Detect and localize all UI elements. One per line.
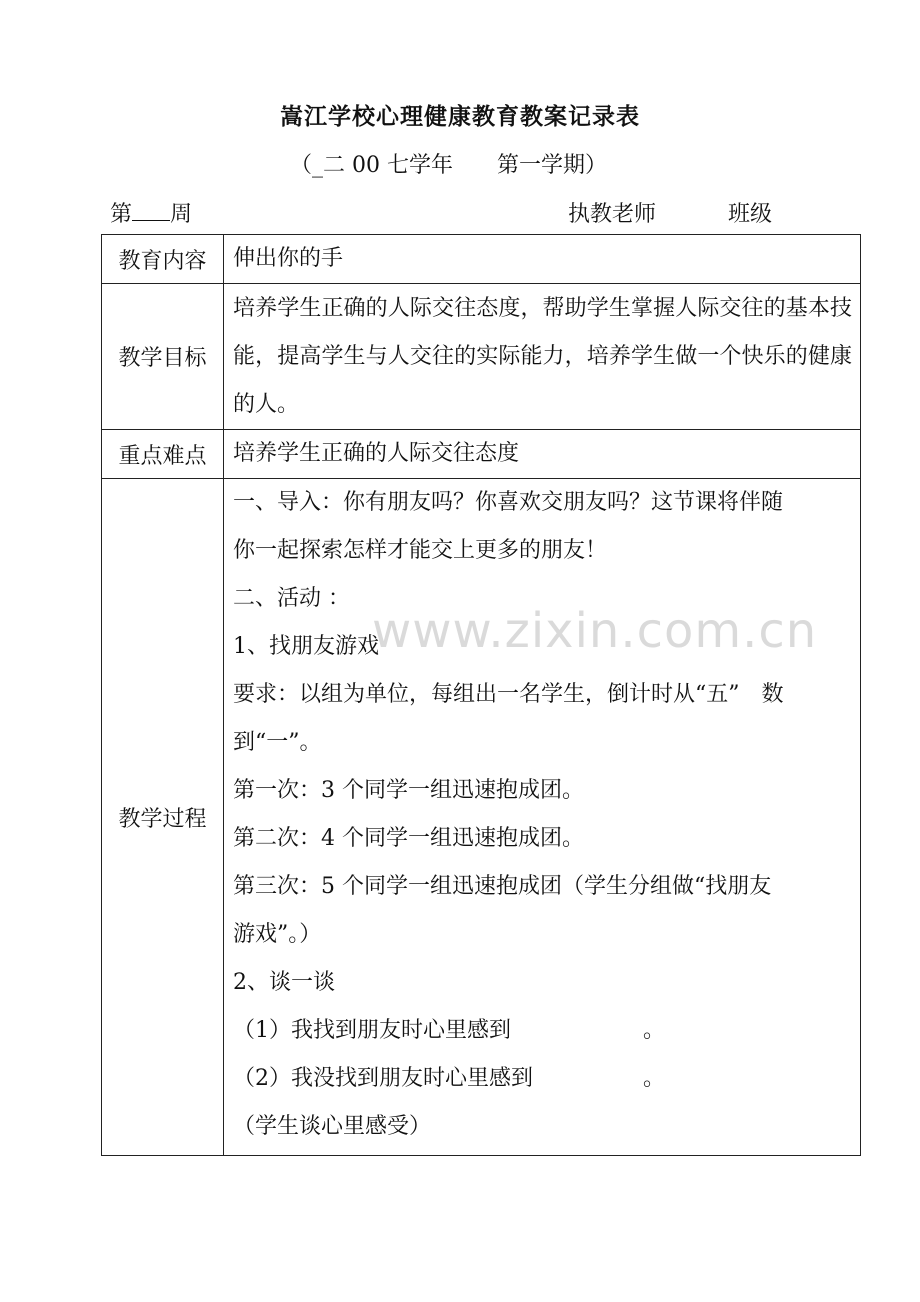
process-line: 第一次：3 个同学一组迅速抱成团。 [233, 778, 584, 803]
process-line: （2）我没找到朋友时心里感到 。 [233, 1066, 665, 1091]
table-row [102, 430, 861, 479]
week-field [110, 197, 192, 228]
school-year-subtitle: （_二 00 七学年 第一学期） [290, 153, 607, 178]
teaching-process [224, 479, 861, 1156]
process-line: 游戏”。） [233, 922, 322, 947]
week-suffix: 周 [170, 202, 193, 227]
process-line: 2、谈一谈 [233, 970, 335, 995]
table-row [102, 479, 861, 1156]
page-title: 嵩江学校心理健康教育教案记录表 [280, 103, 640, 130]
week-blank [132, 200, 170, 221]
process-line: 第三次：5 个同学一组迅速抱成团（学生分组做“找朋友 [233, 874, 772, 899]
row-label: 教育内容 [102, 235, 224, 284]
process-line: 1、找朋友游戏 [233, 634, 379, 659]
table-row [102, 284, 861, 430]
process-line: （学生谈心里感受） [233, 1114, 432, 1139]
row-label: 重点难点 [102, 430, 224, 479]
process-line: 一、导入：你有朋友吗？你喜欢交朋友吗？这节课将伴随 [233, 490, 784, 515]
row-label: 教学目标 [102, 284, 224, 430]
watermark: www.zixin.com.cn [372, 603, 818, 659]
class-label: 班级 [728, 202, 773, 227]
lesson-topic: 伸出你的手 [224, 235, 861, 284]
process-line: 到“一”。 [233, 730, 322, 755]
teacher-label: 执教老师 [568, 202, 657, 227]
process-line: 第二次：4 个同学一组迅速抱成团。 [233, 826, 584, 851]
process-line: 你一起探索怎样才能交上更多的朋友！ [233, 538, 608, 563]
process-line: （1）我找到朋友时心里感到 。 [233, 1018, 665, 1043]
process-line: 二、活动 ： [233, 586, 350, 611]
week-prefix: 第 [110, 202, 133, 227]
row-label: 教学过程 [102, 479, 224, 1156]
process-line: 要求：以组为单位，每组出一名学生，倒计时从“五” 数 [233, 682, 784, 707]
table-row [102, 235, 861, 284]
key-points: 培养学生正确的人际交往态度 [224, 430, 861, 479]
teaching-goals: 培养学生正确的人际交往态度，帮助学生掌握人际交往的基本技能，提高学生与人交往的实际能力，培养学生做一个快乐的健康的人。 [224, 284, 861, 430]
lesson-plan-table [101, 234, 861, 1156]
